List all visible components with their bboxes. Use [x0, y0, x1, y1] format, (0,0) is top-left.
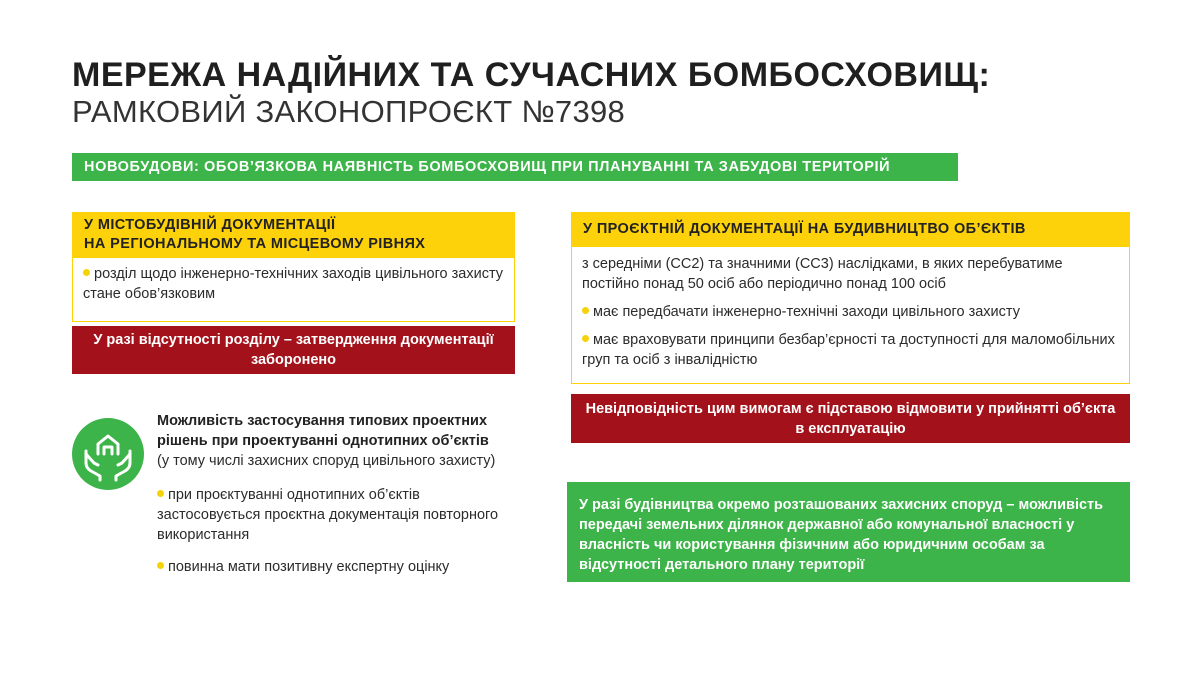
urban-planning-box-title [72, 212, 515, 258]
list-item [157, 557, 502, 577]
typical-solutions-item-2: повинна мати позитивну експертну оцінку [168, 559, 450, 575]
urban-planning-warning-text: У разі відсутності розділу – затвердження документації заборонено [93, 332, 494, 368]
bullet-dot [157, 490, 164, 497]
list-item [582, 330, 1119, 370]
project-docs-item-1: має передбачати інженерно-технічні заходи цивільного захисту [593, 304, 1020, 320]
page-subtitle: РАМКОВИЙ ЗАКОНОПРОЄКТ №7398 [72, 94, 626, 129]
project-docs-warning-text: Невідповідність цим вимогам є підставою відмовити у прийнятті об’єкта в експлуатацію [585, 400, 1116, 437]
typical-solutions-lead-bold: Можливість застосування типових проектних рішень при проектуванні однотипних об’єктів [157, 413, 489, 449]
project-docs-box [571, 212, 1130, 384]
typical-solutions-lead-normal: (у тому числі захисних споруд цивільного захисту) [157, 453, 496, 469]
project-docs-intro: з середніми (СС2) та значними (СС3) наслідками, в яких перебуватиме постійно понад 50 осіб або періодично понад 100 осіб [582, 256, 1063, 292]
bullet-dot [582, 335, 589, 342]
typical-solutions-block [157, 411, 502, 589]
house-in-hands-icon [72, 418, 144, 490]
list-item [582, 302, 1119, 322]
urban-planning-box [72, 212, 515, 322]
typical-solutions-lead [157, 411, 502, 471]
project-docs-item-2: має враховувати принципи безбар’єрності та доступності для маломобільних груп та осіб з інвалідністю [582, 332, 1115, 368]
bullet-dot [83, 269, 90, 276]
land-transfer-note-text: У разі будівництва окремо розташованих захисних споруд – можливість передачі земельних ділянок державної або комунальної власності у власність чи користування фізичним або юридичним особам за відсутності детального плану території [579, 497, 1104, 573]
project-docs-warning [571, 394, 1130, 443]
bullet-dot [582, 307, 589, 314]
urban-planning-title-line2: НА РЕГІОНАЛЬНОМУ ТА МІСЦЕВОМУ РІВНЯХ [84, 236, 426, 252]
urban-planning-warning [72, 326, 515, 374]
land-transfer-note [567, 482, 1130, 582]
urban-planning-title-line1: У МІСТОБУДІВНІЙ ДОКУМЕНТАЦІЇ [84, 217, 336, 233]
page-title: МЕРЕЖА НАДІЙНИХ ТА СУЧАСНИХ БОМБОСХОВИЩ: [72, 56, 991, 94]
urban-planning-box-body [72, 258, 515, 322]
urban-planning-item: розділ щодо інженерно-технічних заходів цивільного захисту стане обов’язковим [83, 266, 504, 302]
bullet-dot [157, 562, 164, 569]
list-item [157, 485, 502, 545]
project-docs-box-title: У ПРОЄКТНІЙ ДОКУМЕНТАЦІЇ НА БУДИВНИЦТВО ОБ’ЄКТІВ [571, 212, 1130, 247]
typical-solutions-item-1: при проєктуванні однотипних об’єктів застосовується проєктна документація повторного використання [157, 487, 499, 543]
project-docs-box-body [571, 247, 1130, 384]
section-banner: НОВОБУДОВИ: ОБОВ’ЯЗКОВА НАЯВНІСТЬ БОМБОСХОВИЩ ПРИ ПЛАНУВАННІ ТА ЗАБУДОВІ ТЕРИТОРІЙ [72, 153, 958, 181]
